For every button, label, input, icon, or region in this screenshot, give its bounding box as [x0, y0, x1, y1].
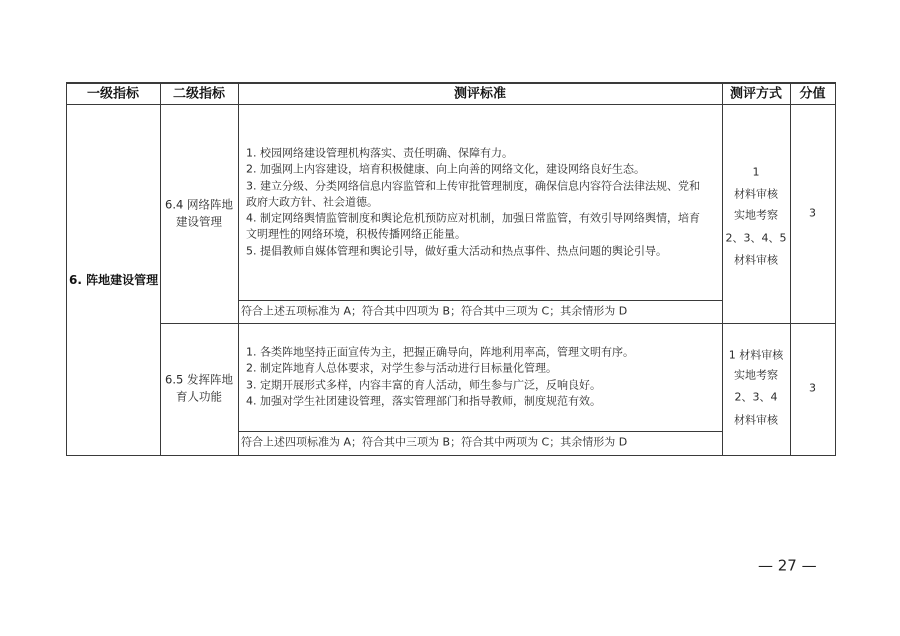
row2-summary-divider [238, 431, 722, 432]
level2-indicator-line: 建设管理 [176, 214, 222, 229]
method-line: 2、3、4 [734, 390, 778, 404]
table-bottom-border [66, 455, 836, 456]
criteria-line: 文明理性的网络环境，积极传播网络正能量。 [246, 227, 466, 241]
row-divider [160, 323, 836, 324]
col-border-level2 [238, 83, 239, 456]
method-line: 1 [752, 165, 760, 179]
criteria-line: 1. 各类阵地坚持正面宣传为主，把握正确导向，阵地利用率高，管理文明有序。 [246, 345, 634, 359]
header-score: 分值 [799, 86, 826, 102]
row1-summary-divider [238, 300, 722, 301]
method-line: 1 材料审核 [728, 348, 784, 362]
method-line: 2、3、4、5 [725, 231, 787, 245]
criteria-line: 3. 建立分级、分类网络信息内容监管和上传审批管理制度，确保信息内容符合法律法规、党和 [246, 179, 700, 193]
criteria-line: 2. 制定阵地育人总体要求，对学生参与活动进行目标量化管理。 [246, 361, 557, 375]
criteria-line: 5. 提倡教师自媒体管理和舆论引导，做好重大活动和热点事件、热点问题的舆论引导。 [246, 244, 667, 258]
method-line: 材料审核 [734, 253, 778, 267]
criteria-line: 政府大政方针、社会道德。 [246, 195, 378, 209]
criteria-line: 4. 制定网络舆情监管制度和舆论危机预防应对机制，加强日常监管，有效引导网络舆情，培育 [246, 211, 700, 225]
method-line: 材料审核 [734, 187, 778, 201]
level2-indicator-line: 6.4 网络阵地 [165, 197, 233, 212]
method-line: 实地考察 [734, 208, 778, 222]
criteria-line: 4. 加强对学生社团建设管理，落实管理部门和指导教师，制度规范有效。 [246, 394, 601, 408]
level2-indicator-line: 6.5 发挥阵地 [165, 372, 233, 387]
col-border-right [835, 83, 836, 456]
header-bottom-border [66, 104, 836, 105]
header-method: 测评方式 [729, 86, 782, 102]
level2-indicator-line: 育人功能 [176, 389, 222, 404]
grading-summary: 符合上述五项标准为 A；符合其中四项为 B；符合其中三项为 C；其余情形为 D [241, 304, 628, 318]
level1-indicator: 6. 阵地建设管理 [69, 273, 159, 287]
header-level2: 二级指标 [172, 86, 225, 102]
criteria-line: 3. 定期开展形式多样，内容丰富的育人活动，师生参与广泛，反响良好。 [246, 378, 601, 392]
grading-summary: 符合上述四项标准为 A；符合其中三项为 B；符合其中两项为 C；其余情形为 D [241, 435, 628, 449]
col-border-left [66, 83, 67, 456]
criteria-line: 2. 加强网上内容建设，培育积极健康、向上向善的网络文化，建设网络良好生态。 [246, 162, 645, 176]
page-number: — 27 — [758, 556, 817, 575]
score-value: 3 [809, 381, 816, 395]
method-line: 实地考察 [734, 368, 778, 382]
col-border-method [790, 83, 791, 456]
header-criteria: 测评标准 [453, 86, 506, 102]
header-level1: 一级指标 [86, 86, 139, 102]
table-top-border [66, 82, 836, 84]
method-line: 材料审核 [734, 413, 778, 427]
criteria-line: 1. 校园网络建设管理机构落实、责任明确、保障有力。 [246, 146, 513, 160]
score-value: 3 [809, 206, 816, 220]
